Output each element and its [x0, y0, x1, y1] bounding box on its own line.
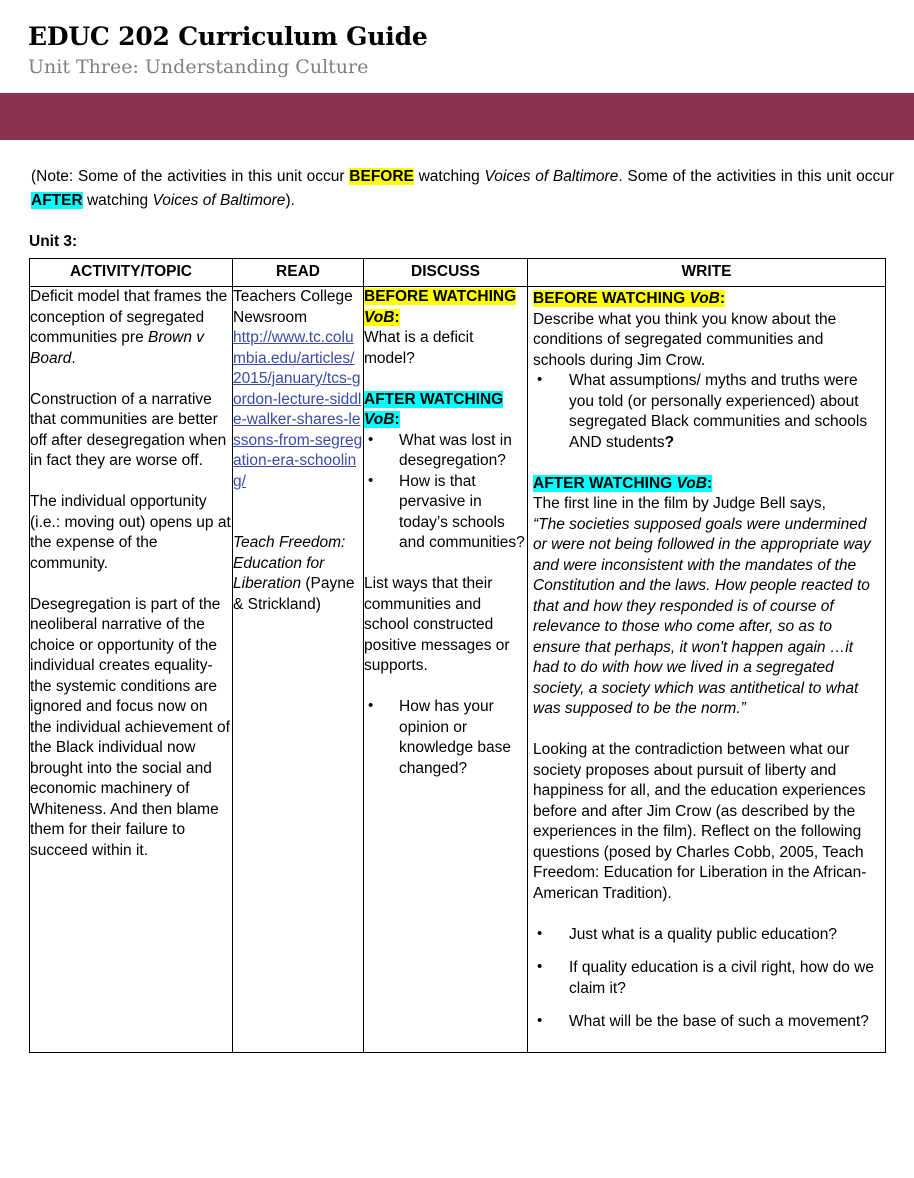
table-header-row — [30, 259, 886, 287]
spacer — [233, 492, 363, 513]
read-article-link — [233, 328, 363, 492]
book-title-italic: Teach Freedom: Education for Liberation — [233, 534, 346, 592]
discuss-before-watching-heading — [364, 287, 527, 328]
note-text-part-4: watching — [82, 192, 153, 209]
header-accent-band — [0, 93, 914, 140]
write-before-watching-heading — [533, 289, 879, 310]
cell-discuss — [364, 287, 528, 1053]
activity-p1-text-b: . — [71, 349, 76, 367]
note-text-part-1: (Note: Some of the activities in this unit occur — [31, 168, 350, 185]
cell-read — [233, 287, 364, 1053]
spacer — [533, 453, 879, 474]
write-before-bullet-list — [533, 371, 879, 453]
write-quote-lead-in: The first line in the film by Judge Bell says, — [533, 495, 826, 512]
note-text-part-2: watching — [413, 168, 485, 185]
spacer — [364, 369, 527, 390]
table-row — [30, 287, 886, 1053]
discuss-before-heading-text: BEFORE WATCHING — [364, 288, 517, 305]
list-item: • How is that pervasive in today’s schools and communities? — [364, 472, 527, 554]
discuss-list-prompt: List ways that their communities and school constructed positive messages or supports. — [364, 575, 510, 674]
page-title: EDUC 202 Curriculum Guide — [28, 22, 428, 51]
write-judge-bell-quote: “The societies supposed goals were undermined or were not being followed in the appropriate way and were inconsistent with the mandates of the Constitution and the laws. How people reacted to that and how they responded is of course of relevance to those who come after, so as to ensure that perhaps, it won't happen again …it had to do with how we lived in a segregated society, a society which was antithetical to what was supposed to be the norm.” — [533, 515, 871, 717]
document-header — [0, 0, 914, 80]
cell-activity-topic — [30, 287, 233, 1053]
curriculum-table — [29, 258, 886, 1053]
list-item — [533, 371, 879, 453]
after-highlight-badge: AFTER — [31, 192, 83, 209]
spacer — [364, 677, 527, 698]
write-reflection-paragraph: Looking at the contradiction between what our society proposes about pursuit of liberty and happiness for all, and the education experiences before and after Jim Crow (as described by the experiences in the film). Reflect on the following questions (posed by Charles Cobb, 2005, Teach Freedom: Education for Liberation in the African-American Tradition). — [533, 741, 867, 902]
spacer — [533, 904, 879, 925]
before-highlight-badge: BEFORE — [349, 168, 414, 185]
discuss-final-bullet-list — [364, 697, 527, 779]
write-final-bullet-list — [533, 925, 879, 1033]
write-before-heading-colon: : — [719, 290, 726, 307]
activity-paragraph-3: The individual opportunity (i.e.: moving out) opens up at the expense of the community. — [30, 493, 231, 572]
read-source-name: Teachers College Newsroom — [233, 288, 353, 326]
discuss-after-bullet-list — [364, 431, 527, 554]
column-header-activity: ACTIVITY/TOPIC — [30, 259, 233, 287]
write-before-heading-text: BEFORE WATCHING — [533, 290, 690, 307]
write-after-heading-text: AFTER WATCHING — [533, 474, 677, 492]
discuss-before-heading-colon: : — [394, 308, 400, 326]
book-authors: (Payne & Strickland) — [233, 575, 355, 613]
column-header-discuss: DISCUSS — [364, 259, 528, 287]
list-item: • If quality education is a civil right, how do we claim it? — [533, 958, 879, 999]
spacer — [364, 554, 527, 575]
discuss-before-heading-vob: VoB — [364, 308, 395, 326]
cell-write — [528, 287, 886, 1053]
note-text-part-5: ). — [285, 192, 295, 209]
unit-label: Unit 3: — [29, 233, 78, 250]
unit-note — [31, 165, 894, 213]
spacer — [30, 472, 232, 493]
case-name-brown-v-board: Brown v Board — [30, 329, 205, 367]
discuss-after-watching-heading — [364, 390, 527, 431]
page-subtitle: Unit Three: Understanding Culture — [28, 56, 369, 78]
spacer — [30, 574, 232, 595]
film-title-first: Voices of Baltimore — [484, 168, 619, 185]
spacer — [30, 369, 232, 390]
spacer — [233, 513, 363, 534]
write-after-watching-heading — [533, 474, 879, 495]
write-after-heading-vob: VoB — [676, 474, 707, 492]
activity-paragraph-4: Desegregation is part of the neoliberal narrative of the choice or opportunity of the individual creates equality-the systemic conditions are ignored and focus now on the individual achievement of the Black individual now brought into the social and economic machinery of Whiteness. And then blame them for their failure to succeed within it. — [30, 595, 230, 859]
list-item: • What will be the base of such a movement? — [533, 1012, 879, 1033]
read-book-reference — [233, 533, 363, 615]
discuss-after-heading-text: AFTER WATCHING — [364, 390, 504, 408]
write-bullet-bold-qmark: ? — [664, 433, 675, 451]
write-after-heading-colon: : — [706, 474, 713, 492]
list-item: • Just what is a quality public education? — [533, 925, 879, 946]
activity-paragraph-1 — [30, 287, 232, 369]
column-header-write: WRITE — [528, 259, 886, 287]
list-item: • How has your opinion or knowledge base changed? — [364, 697, 527, 779]
discuss-after-heading-colon: : — [394, 411, 400, 428]
write-bullet-text: What assumptions/ myths and truths were you told (or personally experienced) about segregated Black communities and schools AND students — [569, 372, 868, 451]
list-item: • What was lost in desegregation? — [364, 431, 527, 472]
activity-p1-text-a: Deficit model that frames the conception of segregated communities pre — [30, 288, 228, 346]
write-before-heading-vob: VoB — [689, 290, 720, 307]
discuss-before-question: What is a deficit model? — [364, 329, 474, 367]
column-header-read: READ — [233, 259, 364, 287]
activity-paragraph-2: Construction of a narrative that communities are better off after desegregation when in fact they are worse off. — [30, 390, 227, 469]
note-text-part-3: . Some of the activities in this unit occur — [618, 168, 894, 185]
discuss-after-heading-vob: VoB — [364, 411, 395, 428]
write-before-paragraph: Describe what you think you know about the conditions of segregated communities and schools during Jim Crow. — [533, 310, 837, 369]
spacer — [533, 720, 879, 741]
film-title-second: Voices of Baltimore — [152, 192, 286, 209]
article-url-link[interactable]: http://www.tc.columbia.edu/articles/2015/january/tcs-gordon-lecture-siddle-walker-shares-lessons-from-segregation-era-schooling/ — [233, 329, 363, 490]
